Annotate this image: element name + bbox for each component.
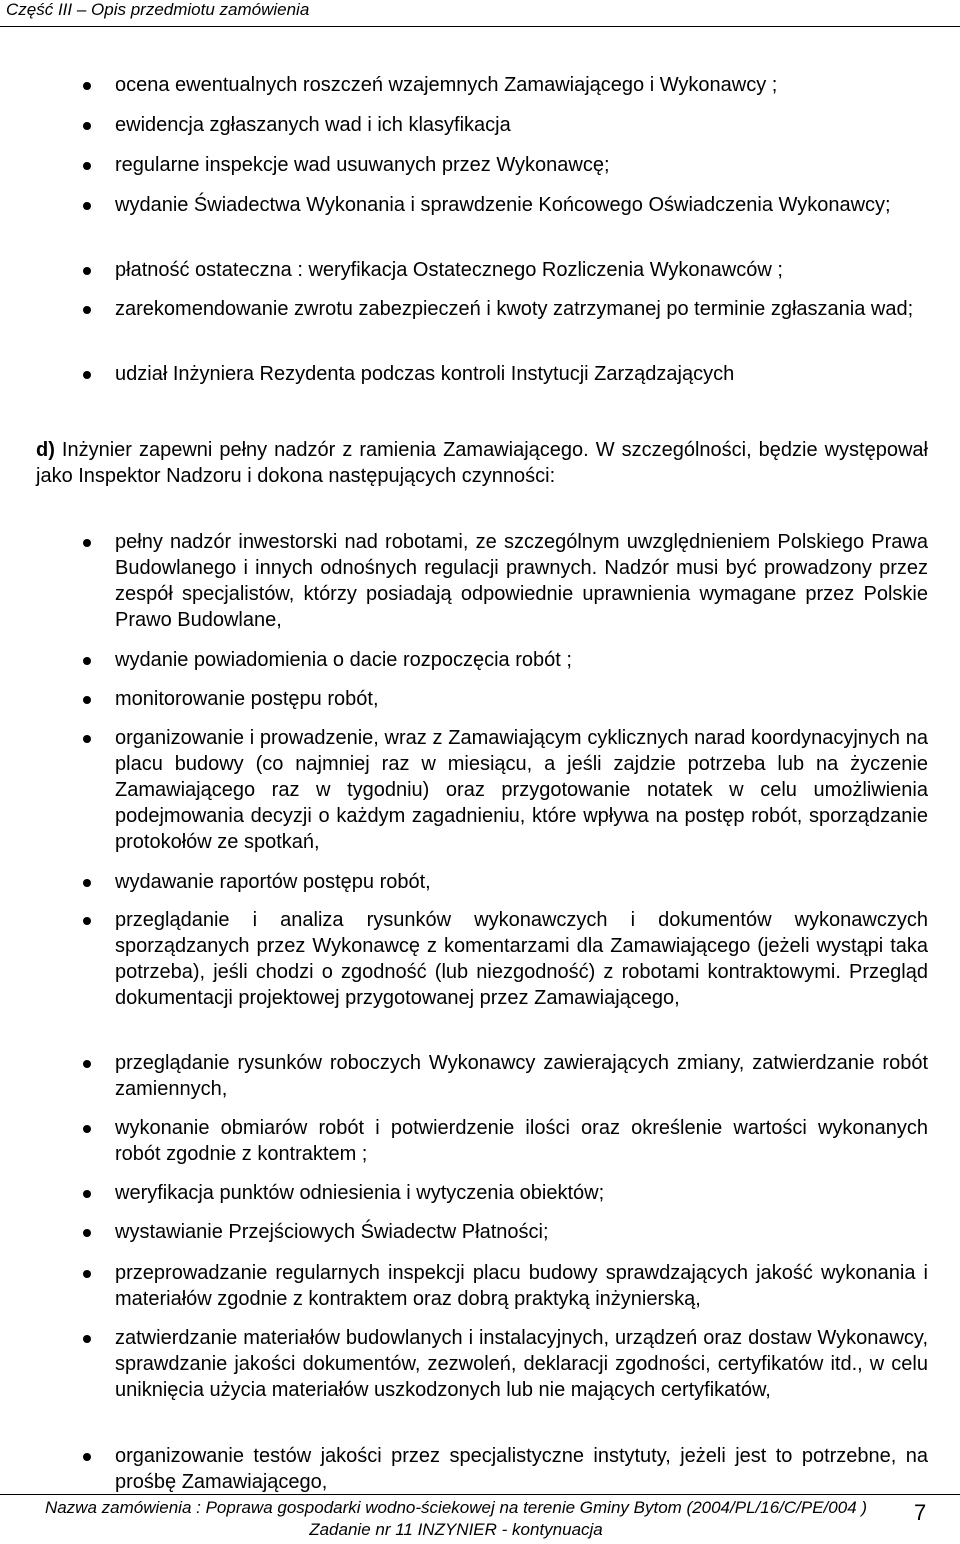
bullet-icon <box>83 539 91 547</box>
section-d-text: Inżynier zapewni pełny nadzór z ramienia Zamawiającego. W szczególności, będzie występował jako Inspektor Nadzoru i dokona następujących czynności: <box>36 439 928 487</box>
list-item-text: płatność ostateczna : weryfikacja Ostatecznego Rozliczenia Wykonawców ; <box>115 259 783 281</box>
page-header: Część III – Opis przedmiotu zamówienia <box>6 0 310 19</box>
list-item-text: wydawanie raportów postępu robót, <box>115 871 431 893</box>
list-item-text: monitorowanie postępu robót, <box>115 688 379 710</box>
list-item-text: przeglądanie i analiza rysunków wykonawczych i dokumentów wykonawczych sporządzanych przez Wykonawcę z komentarzami dla Zamawiającego (jeżeli wystąpi taka potrzeba), jeśli chodzi o zgodność (lub niezgodność) z robotami kontraktowymi. Przegląd dokumentacji projektowej przygotowanej przez Zamawiającego, <box>115 909 928 1009</box>
list-item-text: pełny nadzór inwestorski nad robotami, ze szczególnym uwzględnieniem Polskiego Prawa Budowlanego i innych odnośnych regulacji prawnych. Nadzór musi być prowadzony przez zespół specjalistów, którzy posiadają odpowiednie uprawnienia wymagane przez Polskie Prawo Budowlane, <box>115 531 928 631</box>
bullet-icon <box>83 1190 91 1198</box>
bullet-icon <box>83 1125 91 1133</box>
bullet-icon <box>83 1229 91 1237</box>
footer-divider <box>0 1494 960 1495</box>
list-item-text: zatwierdzanie materiałów budowlanych i instalacyjnych, urządzeń oraz dostaw Wykonawcy, sprawdzanie jakości dokumentów, zezwoleń, deklaracji zgodności, certyfikatów itd., w celu uniknięcia użycia materiałów uszkodzonych lub nie mających certyfikatów, <box>115 1327 928 1401</box>
list-item-text: wystawianie Przejściowych Świadectw Płatności; <box>115 1221 549 1243</box>
list-item-text: organizowanie testów jakości przez specjalistyczne instytuty, jeżeli jest to potrzebne, na prośbę Zamawiającego, <box>115 1445 928 1493</box>
page-footer <box>6 1497 906 1541</box>
bullet-icon <box>83 267 91 275</box>
bullet-icon <box>83 917 91 925</box>
list-item-text: przeglądanie rysunków roboczych Wykonawcy zawierających zmiany, zatwierdzanie robót zamiennych, <box>115 1052 928 1100</box>
list-item-text: zarekomendowanie zwrotu zabezpieczeń i kwoty zatrzymanej po terminie zgłaszania wad; <box>115 298 914 320</box>
bullet-icon <box>83 122 91 130</box>
bullet-icon <box>83 202 91 210</box>
list-item-text: wykonanie obmiarów robót i potwierdzenie ilości oraz określenie wartości wykonanych robót zgodnie z kontraktem ; <box>115 1117 928 1165</box>
list-item-text: regularne inspekcje wad usuwanych przez Wykonawcę; <box>115 154 610 176</box>
section-d-paragraph <box>36 437 928 489</box>
header-divider <box>0 26 960 27</box>
bullet-icon <box>83 1270 91 1278</box>
list-item-text: ocena ewentualnych roszczeń wzajemnych Zamawiającego i Wykonawcy ; <box>115 74 778 96</box>
bullet-icon <box>83 1060 91 1068</box>
footer-order-name: Nazwa zamówienia : Poprawa gospodarki wodno-ściekowej na terenie Gminy Bytom (2004/PL/16/C/PE/004 ) <box>44 1498 868 1517</box>
bullet-icon <box>83 879 91 887</box>
list-item-text: wydanie Świadectwa Wykonania i sprawdzenie Końcowego Oświadczenia Wykonawcy; <box>115 194 891 216</box>
page-number: 7 <box>914 1500 927 1525</box>
bullet-icon <box>83 735 91 743</box>
list-item-text: ewidencja zgłaszanych wad i ich klasyfikacja <box>115 114 511 136</box>
bullet-icon <box>83 371 91 379</box>
list-item-text: weryfikacja punktów odniesienia i wytyczenia obiektów; <box>115 1182 605 1204</box>
bullet-icon <box>83 1453 91 1461</box>
bullet-icon <box>83 696 91 704</box>
bullet-icon <box>83 82 91 90</box>
bullet-icon <box>83 1335 91 1343</box>
list-item-text: organizowanie i prowadzenie, wraz z Zamawiającym cyklicznych narad koordynacyjnych na placu budowy (co najmniej raz w miesiącu, a jeśli zajdzie potrzeba lub na życzenie Zamawiającego raz w tygodniu) oraz przygotowanie notatek w celu umożliwienia podejmowania decyzji o każdym zagadnieniu, które wpływa na postęp robót, sporządzanie protokołów ze spotkań, <box>115 727 928 853</box>
bullet-icon <box>83 306 91 314</box>
list-item-text: wydanie powiadomienia o dacie rozpoczęcia robót ; <box>115 649 572 671</box>
footer-task: Zadanie nr 11 INZYNIER - kontynuacja <box>309 1520 603 1539</box>
bullet-icon <box>83 162 91 170</box>
list-item-text: przeprowadzanie regularnych inspekcji placu budowy sprawdzających jakość wykonania i materiałów zgodnie z kontraktem oraz dobrą praktyką inżynierską, <box>115 1262 928 1310</box>
list-item-text: udział Inżyniera Rezydenta podczas kontroli Instytucji Zarządzających <box>115 363 735 385</box>
bullet-icon <box>83 657 91 665</box>
section-d-label: d) <box>36 439 55 461</box>
